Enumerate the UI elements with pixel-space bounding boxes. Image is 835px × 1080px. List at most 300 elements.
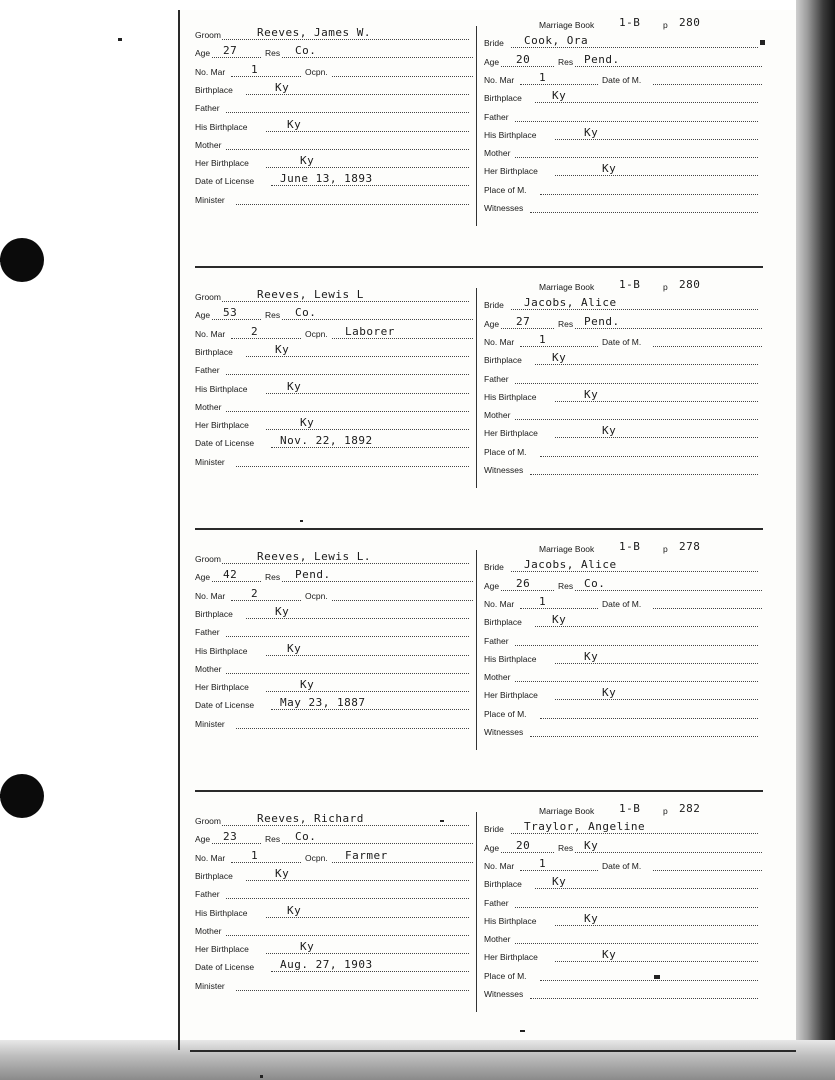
groom-field-value: Ky: [287, 117, 302, 131]
field-underline: [511, 47, 759, 48]
bride-field-row: [484, 443, 762, 459]
groom-field-row: [195, 849, 473, 865]
bride-field-label: Bride: [484, 300, 504, 311]
bride-field-value: Pend.: [584, 52, 620, 66]
groom-field-value: Reeves, Richard: [257, 812, 364, 825]
groom-field-label: Minister: [195, 980, 225, 991]
bride-field-label: Place of M.: [484, 970, 527, 981]
column-divider: [476, 26, 477, 226]
field-underline: [575, 590, 762, 591]
groom-field-label: Her Birthplace: [195, 420, 249, 431]
groom-field-label: Date of License: [195, 438, 255, 449]
groom-field-value: Ky: [300, 416, 315, 430]
marriage-book-value: 1-B: [619, 16, 641, 29]
groom-field-row: [195, 587, 473, 603]
groom-field-row: [195, 416, 473, 432]
column-divider: [476, 812, 477, 1012]
field-underline: [222, 39, 470, 40]
scan-shadow-right: [796, 0, 835, 1080]
bride-field-value: 1: [539, 856, 547, 870]
field-underline: [226, 374, 469, 375]
bride-field-label: Witnesses: [484, 203, 524, 213]
field-underline: [575, 852, 762, 853]
bride-field-row: [484, 912, 762, 928]
groom-field-value: Ky: [275, 342, 290, 356]
field-underline: [222, 301, 470, 302]
groom-field-row: [195, 830, 473, 846]
field-underline: [332, 338, 474, 339]
bride-field-row: [484, 34, 762, 50]
groom-field-row: [195, 550, 473, 566]
field-underline: [236, 466, 469, 467]
groom-field-label: Age: [195, 834, 211, 845]
groom-field-label: No. Mar: [195, 852, 226, 863]
field-underline: [515, 121, 758, 122]
field-underline: [501, 66, 554, 67]
bride-field-label: Res: [558, 56, 574, 67]
field-underline: [236, 204, 469, 205]
field-underline: [555, 437, 758, 438]
bride-field-label: Date of M.: [602, 598, 642, 609]
groom-field-row: [195, 434, 473, 450]
groom-field-label: His Birthplace: [195, 383, 248, 394]
bride-field-row: [484, 705, 762, 721]
field-underline: [231, 600, 301, 601]
bride-field-value: 26: [516, 576, 531, 590]
field-underline: [236, 728, 469, 729]
bride-field-value: Ky: [584, 911, 599, 925]
groom-field-label: Father: [195, 103, 220, 114]
field-underline: [271, 709, 470, 710]
groom-field-row: [195, 398, 473, 414]
field-underline: [575, 66, 762, 67]
groom-field-row: [195, 867, 473, 883]
field-underline: [226, 673, 469, 674]
field-underline: [231, 76, 301, 77]
field-underline: [520, 608, 598, 609]
scan-speck: [300, 520, 303, 522]
groom-field-row: [195, 660, 473, 676]
sheet-bottom-rule: [190, 1050, 796, 1052]
scan-speck: [520, 1030, 525, 1032]
field-underline: [555, 925, 758, 926]
groom-field-label: Date of License: [195, 700, 255, 711]
page-number-value: 278: [679, 540, 701, 553]
groom-field-label: Groom: [195, 30, 221, 40]
field-underline: [271, 971, 470, 972]
field-underline: [535, 888, 758, 889]
bride-field-value: Ky: [584, 387, 599, 401]
groom-field-value: Nov. 22, 1892: [280, 434, 373, 448]
groom-field-label: Mother: [195, 139, 222, 150]
field-underline: [515, 157, 758, 158]
field-underline: [501, 328, 554, 329]
groom-field-row: [195, 885, 473, 901]
groom-field-label: Res: [265, 310, 281, 321]
field-underline: [226, 411, 469, 412]
groom-field-value: June 13, 1893: [280, 172, 373, 186]
field-underline: [266, 131, 469, 132]
field-underline: [246, 618, 469, 619]
bride-field-row: [484, 181, 762, 197]
bride-field-label: Date of M.: [602, 74, 642, 85]
groom-field-value: 2: [251, 586, 259, 600]
groom-field-value: Ky: [275, 866, 290, 880]
bride-field-value: 1: [539, 594, 547, 608]
groom-field-row: [195, 453, 473, 469]
bride-field-label: Birthplace: [484, 355, 522, 366]
groom-field-label: Mother: [195, 663, 222, 674]
field-underline: [530, 474, 758, 475]
field-underline: [266, 953, 469, 954]
scan-shadow-bottom: [0, 1040, 835, 1080]
groom-field-value: Ky: [300, 940, 315, 954]
bride-field-label: Birthplace: [484, 879, 522, 890]
marriage-book-line: [539, 278, 719, 294]
field-underline: [653, 84, 762, 85]
field-underline: [515, 907, 758, 908]
groom-field-value: Pend.: [295, 568, 331, 582]
groom-field-label: Birthplace: [195, 870, 233, 881]
bride-field-label: Bride: [484, 38, 504, 49]
bride-field-row: [484, 857, 762, 873]
column-divider: [476, 288, 477, 488]
marriage-book-label: Marriage Book: [539, 20, 595, 30]
groom-field-label: Birthplace: [195, 608, 233, 619]
field-underline: [555, 663, 758, 664]
field-underline: [282, 319, 473, 320]
field-underline: [535, 626, 758, 627]
bride-field-row: [484, 595, 762, 611]
field-underline: [575, 328, 762, 329]
bride-field-value: Pend.: [584, 314, 620, 328]
groom-field-value: Ky: [275, 80, 290, 94]
bride-field-label: Place of M.: [484, 708, 527, 719]
field-underline: [212, 319, 261, 320]
field-underline: [555, 175, 758, 176]
scan-speck: [654, 975, 660, 979]
bride-field-value: Cook, Ora: [524, 34, 589, 48]
bride-field-label: No. Mar: [484, 336, 515, 347]
groom-field-value: Co.: [295, 830, 317, 844]
bride-field-label: His Birthplace: [484, 915, 537, 926]
groom-field-label: Groom: [195, 554, 221, 564]
groom-field-row: [195, 136, 473, 152]
bride-field-label: Her Birthplace: [484, 952, 538, 963]
field-underline: [511, 571, 759, 572]
card-separator: [195, 528, 763, 530]
groom-field-label: His Birthplace: [195, 645, 248, 656]
bride-field-label: Her Birthplace: [484, 166, 538, 177]
field-underline: [515, 943, 758, 944]
field-underline: [501, 852, 554, 853]
field-underline: [271, 185, 470, 186]
groom-field-value: 27: [223, 44, 238, 58]
bride-field-row: [484, 558, 762, 574]
groom-field-value: Ky: [275, 604, 290, 618]
bride-field-value: Ky: [552, 613, 567, 627]
bride-field-label: His Birthplace: [484, 391, 537, 402]
groom-field-label: Groom: [195, 816, 221, 826]
bride-field-row: [484, 948, 762, 964]
groom-field-row: [195, 812, 473, 828]
field-underline: [540, 194, 758, 195]
page-number-value: 280: [679, 278, 701, 291]
field-underline: [520, 346, 598, 347]
groom-field-row: [195, 922, 473, 938]
field-underline: [540, 456, 758, 457]
bride-field-row: [484, 839, 762, 855]
groom-field-row: [195, 26, 473, 42]
bride-field-row: [484, 461, 762, 477]
groom-field-value: 42: [223, 568, 238, 582]
field-underline: [653, 608, 762, 609]
bride-field-row: [484, 53, 762, 69]
groom-field-value: Ky: [287, 903, 302, 917]
scan-speck: [260, 1075, 263, 1078]
groom-field-row: [195, 568, 473, 584]
marriage-book-line: [539, 802, 719, 818]
groom-field-row: [195, 678, 473, 694]
bride-field-value: Ky: [602, 686, 617, 700]
bride-field-row: [484, 370, 762, 386]
groom-field-label: Date of License: [195, 176, 255, 187]
groom-field-row: [195, 44, 473, 60]
page-label: p: [663, 282, 668, 292]
groom-field-value: May 23, 1887: [280, 696, 366, 710]
marriage-book-value: 1-B: [619, 278, 641, 291]
bride-field-label: No. Mar: [484, 598, 515, 609]
bride-field-label: Witnesses: [484, 989, 524, 999]
field-underline: [332, 600, 474, 601]
field-underline: [540, 718, 758, 719]
field-underline: [266, 429, 469, 430]
bride-field-row: [484, 650, 762, 666]
field-underline: [515, 681, 758, 682]
bride-field-label: Father: [484, 897, 509, 908]
bride-field-label: Birthplace: [484, 617, 522, 628]
field-underline: [226, 898, 469, 899]
bride-field-value: 1: [539, 332, 547, 346]
groom-field-row: [195, 81, 473, 97]
bride-field-row: [484, 632, 762, 648]
groom-field-value: Ky: [300, 678, 315, 692]
bride-field-row: [484, 296, 762, 312]
field-underline: [246, 94, 469, 95]
field-underline: [222, 825, 470, 826]
groom-field-row: [195, 361, 473, 377]
bride-field-value: Ky: [584, 125, 599, 139]
bride-field-label: No. Mar: [484, 74, 515, 85]
groom-field-label: Father: [195, 889, 220, 900]
bride-field-value: Ky: [602, 424, 617, 438]
groom-field-label: His Birthplace: [195, 907, 248, 918]
bride-field-label: Bride: [484, 562, 504, 573]
bride-field-row: [484, 723, 762, 739]
field-underline: [530, 736, 758, 737]
groom-field-label: Age: [195, 48, 211, 59]
groom-field-label: Age: [195, 310, 211, 321]
groom-field-label: Her Birthplace: [195, 158, 249, 169]
groom-field-row: [195, 696, 473, 712]
bride-field-value: 20: [516, 838, 531, 852]
card-separator: [195, 266, 763, 268]
bride-field-label: Age: [484, 318, 500, 329]
groom-field-label: Minister: [195, 718, 225, 729]
field-underline: [530, 998, 758, 999]
bride-field-row: [484, 406, 762, 422]
field-underline: [332, 76, 474, 77]
field-underline: [212, 843, 261, 844]
groom-field-value: Aug. 27, 1903: [280, 958, 373, 972]
bride-field-row: [484, 577, 762, 593]
groom-field-value: Ky: [287, 379, 302, 393]
groom-field-label: Res: [265, 572, 281, 583]
field-underline: [246, 880, 469, 881]
bride-field-row: [484, 686, 762, 702]
bride-field-row: [484, 875, 762, 891]
groom-field-label: Ocpn.: [305, 590, 328, 601]
groom-field-label: Mother: [195, 401, 222, 412]
bride-field-value: Traylor, Angeline: [524, 820, 646, 834]
bride-field-value: Ky: [552, 875, 567, 889]
bride-field-value: Ky: [602, 948, 617, 962]
marriage-book-label: Marriage Book: [539, 806, 595, 816]
page-number-value: 280: [679, 16, 701, 29]
field-underline: [266, 655, 469, 656]
groom-field-label: Date of License: [195, 962, 255, 973]
bride-field-label: Age: [484, 580, 500, 591]
groom-field-row: [195, 343, 473, 359]
field-underline: [266, 917, 469, 918]
field-underline: [266, 691, 469, 692]
field-underline: [282, 843, 473, 844]
field-underline: [222, 563, 470, 564]
bride-field-value: Ky: [552, 89, 567, 103]
groom-field-value: 2: [251, 324, 259, 338]
bride-field-row: [484, 126, 762, 142]
groom-field-label: No. Mar: [195, 66, 226, 77]
field-underline: [535, 102, 758, 103]
field-underline: [236, 990, 469, 991]
field-underline: [226, 149, 469, 150]
groom-field-value: Reeves, James W.: [257, 26, 371, 39]
bride-field-label: Bride: [484, 824, 504, 835]
punch-hole-mark: [0, 794, 18, 798]
field-underline: [520, 870, 598, 871]
field-underline: [511, 833, 759, 834]
groom-field-label: Birthplace: [195, 346, 233, 357]
bride-field-label: Father: [484, 111, 509, 122]
groom-field-row: [195, 154, 473, 170]
bride-field-label: Res: [558, 842, 574, 853]
groom-field-value: Reeves, Lewis L: [257, 288, 364, 301]
bride-field-row: [484, 199, 762, 215]
bride-field-label: His Birthplace: [484, 653, 537, 664]
bride-field-row: [484, 613, 762, 629]
bride-field-value: Ky: [584, 838, 599, 852]
bride-field-row: [484, 668, 762, 684]
bride-field-row: [484, 985, 762, 1001]
bride-field-label: Place of M.: [484, 446, 527, 457]
field-underline: [282, 57, 473, 58]
field-underline: [653, 346, 762, 347]
field-underline: [231, 862, 301, 863]
marriage-book-label: Marriage Book: [539, 544, 595, 554]
bride-field-row: [484, 71, 762, 87]
groom-field-label: Ocpn.: [305, 66, 328, 77]
groom-field-value: 23: [223, 830, 238, 844]
page-label: p: [663, 544, 668, 554]
marriage-book-line: [539, 540, 719, 556]
field-underline: [266, 167, 469, 168]
bride-field-row: [484, 351, 762, 367]
groom-field-row: [195, 380, 473, 396]
groom-field-row: [195, 977, 473, 993]
groom-field-row: [195, 605, 473, 621]
bride-field-value: Jacobs, Alice: [524, 296, 617, 310]
groom-field-label: Mother: [195, 925, 222, 936]
groom-field-row: [195, 172, 473, 188]
field-underline: [540, 980, 758, 981]
field-underline: [226, 636, 469, 637]
bride-field-row: [484, 333, 762, 349]
bride-field-label: No. Mar: [484, 860, 515, 871]
punch-hole-mark: [0, 258, 18, 262]
field-underline: [266, 393, 469, 394]
field-underline: [530, 212, 758, 213]
bride-field-label: Father: [484, 635, 509, 646]
bride-field-row: [484, 162, 762, 178]
field-underline: [246, 356, 469, 357]
bride-field-label: Mother: [484, 934, 511, 945]
bride-field-row: [484, 820, 762, 836]
groom-field-row: [195, 623, 473, 639]
groom-field-label: Res: [265, 834, 281, 845]
groom-field-row: [195, 642, 473, 658]
groom-field-label: Minister: [195, 456, 225, 467]
field-underline: [515, 419, 758, 420]
bride-field-label: Age: [484, 56, 500, 67]
groom-field-label: Her Birthplace: [195, 944, 249, 955]
groom-field-value: 1: [251, 62, 259, 76]
groom-field-row: [195, 715, 473, 731]
groom-field-value: 53: [223, 306, 238, 320]
bride-field-value: Ky: [584, 649, 599, 663]
groom-field-label: His Birthplace: [195, 121, 248, 132]
field-underline: [271, 447, 470, 448]
groom-field-value: Co.: [295, 44, 317, 58]
bride-field-label: His Birthplace: [484, 129, 537, 140]
bride-field-label: Place of M.: [484, 184, 527, 195]
bride-field-label: Mother: [484, 410, 511, 421]
field-underline: [226, 112, 469, 113]
groom-field-row: [195, 958, 473, 974]
bride-field-value: Co.: [584, 576, 606, 590]
bride-field-label: Her Birthplace: [484, 428, 538, 439]
bride-field-row: [484, 144, 762, 160]
marriage-book-value: 1-B: [619, 802, 641, 815]
marriage-book-line: [539, 16, 719, 32]
marriage-book-value: 1-B: [619, 540, 641, 553]
bride-field-label: Date of M.: [602, 336, 642, 347]
bride-field-label: Mother: [484, 672, 511, 683]
bride-field-label: Birthplace: [484, 93, 522, 104]
groom-field-label: No. Mar: [195, 590, 226, 601]
bride-field-label: Age: [484, 842, 500, 853]
bride-field-label: Witnesses: [484, 465, 524, 475]
field-underline: [520, 84, 598, 85]
